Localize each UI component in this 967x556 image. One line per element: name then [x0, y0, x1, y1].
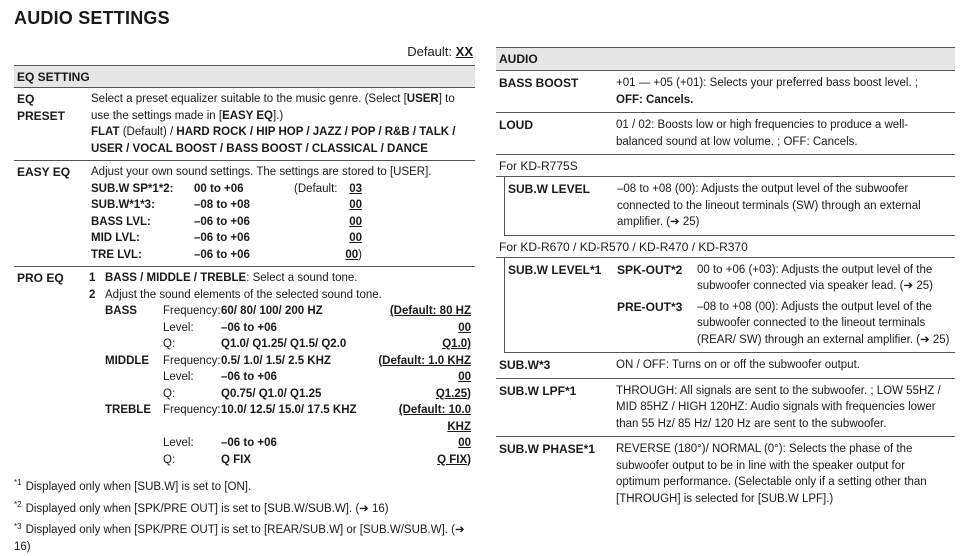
- bass-boost-text: +01 — +05 (+01): Selects your preferred bass boost level. ;: [616, 77, 919, 89]
- pro-eq-band-spacer: [105, 320, 163, 337]
- loud-label: LOUD: [499, 118, 533, 132]
- loud-text: 01 / 02: Boosts low or high frequencies to produce a well-balanced sound at low volume. ; OFF: Cancels.: [616, 119, 909, 148]
- loud-row: [496, 113, 955, 155]
- easy-eq-param-name: MID LVL:: [91, 232, 140, 244]
- subw-text: ON / OFF: Turns on or off the subwoofer output.: [616, 359, 860, 371]
- easy-eq-default-label: [294, 197, 342, 214]
- default-value: XX: [455, 44, 473, 59]
- pro-eq-grid: [105, 303, 471, 468]
- footnote-mark: *3: [14, 521, 22, 531]
- subw-lpf-text: THROUGH: All signals are sent to the subwoofer. ; LOW 55HZ / MID 85HZ / HIGH 120HZ: Audio signals with frequencies lower than 55 Hz/ 85 Hz/ 120 Hz are sent to the subwoofer.: [616, 384, 941, 430]
- easy-eq-desc: Adjust your own sound settings. The settings are stored to [USER].: [91, 166, 432, 178]
- pro-eq-param-key: Level:: [163, 371, 194, 383]
- footnote-mark: *1: [14, 478, 22, 487]
- left-table: [14, 44, 475, 471]
- easy-eq-default-value: [342, 230, 362, 247]
- easy-eq-default-value: [342, 214, 362, 231]
- easy-eq-label: EASY EQ: [17, 165, 71, 179]
- page-title: AUDIO SETTINGS: [14, 8, 170, 28]
- pro-eq-band-name: BASS: [105, 305, 137, 317]
- pro-eq-param-default: Q1.25): [435, 387, 471, 400]
- easy-eq-row: [14, 161, 475, 267]
- easy-eq-param-name: SUB.W*1*3:: [91, 199, 155, 211]
- pro-eq-row: [14, 267, 475, 471]
- spk-out-label: SPK-OUT*2: [617, 262, 683, 277]
- subw-phase-label: SUB.W PHASE*1: [499, 442, 596, 456]
- eq-preset-desc: Select a preset equalizer suitable to the music genre. (Select [USER] to use the settings made in [EASY EQ].) FLAT (Default) / HARD ROCK / HIP HOP / JAZZ / POP / R&B / TALK / USER / VOCAL BOOST / BASS BOOST / CLASSICAL / DANCE: [91, 93, 456, 155]
- pro-eq-param-key: Level:: [163, 321, 194, 334]
- easy-eq-default-close: ): [358, 248, 362, 261]
- subw-level-others-label: SUB.W LEVEL*1: [508, 262, 602, 277]
- pro-eq-band-name: TREBLE: [105, 404, 151, 416]
- subw-lpf-row: [496, 379, 955, 438]
- footnotes: [14, 474, 479, 556]
- for-r775s: For KD-R775S: [496, 155, 955, 177]
- easy-eq-default-number: 00: [345, 248, 359, 261]
- pro-eq-param-values: –06 to +06: [221, 437, 277, 449]
- pro-eq-param-key: Frequency:: [163, 404, 221, 416]
- pre-out-label: PRE-OUT*3: [617, 299, 683, 314]
- pro-eq-param-key: Q:: [163, 453, 176, 466]
- subw-label: SUB.W*3: [499, 358, 551, 372]
- footnote: [14, 496, 479, 518]
- pro-eq-param-default: Q1.0): [442, 338, 471, 350]
- easy-eq-default-number: 03: [349, 182, 362, 195]
- subw-lpf-label: SUB.W LPF*1: [499, 383, 577, 398]
- easy-eq-default-number: 00: [349, 215, 362, 228]
- easy-eq-default-label: (Default:: [294, 182, 338, 195]
- bass-boost-label: BASS BOOST: [499, 76, 579, 90]
- default-label: Default:: [407, 44, 453, 59]
- subw-level-775-row: [504, 177, 955, 236]
- subw-phase-text: REVERSE (180°)/ NORMAL (0°): Selects the phase of the subwoofer output to be in line with the speaker output for optimum performance. (Selectable only if a setting other than [THROUGH] is selected for [SUB.W LPF].): [616, 443, 927, 505]
- pro-eq-band-spacer: [105, 452, 163, 469]
- footnote-text: Displayed only when [SPK/PRE OUT] is set to [SUB.W/SUB.W]. (➔ 16): [25, 502, 389, 515]
- easy-eq-default-value: [342, 197, 362, 214]
- footnote: [14, 474, 479, 496]
- subw-row: [496, 353, 955, 379]
- easy-eq-param-range: –06 to +06: [194, 232, 250, 244]
- easy-eq-param-name: SUB.W SP*1*2:: [91, 182, 174, 195]
- easy-eq-default-value: [342, 181, 362, 198]
- subw-level-775-label: SUB.W LEVEL: [508, 182, 591, 196]
- footnote: [14, 518, 479, 556]
- pro-eq-step-2: 2 Adjust the sound elements of the selected sound tone.: [89, 288, 382, 301]
- for-other-models: For KD-R670 / KD-R570 / KD-R470 / KD-R370: [496, 236, 955, 258]
- easy-eq-param-range: –08 to +08: [194, 199, 250, 211]
- pro-eq-param-default: 00: [458, 437, 471, 449]
- eq-preset-row: [14, 88, 475, 161]
- bass-boost-row: [496, 71, 955, 113]
- eq-setting-header: EQ SETTING: [14, 66, 475, 88]
- pro-eq-param-values: 10.0/ 12.5/ 15.0/ 17.5 KHZ: [221, 404, 357, 416]
- pro-eq-param-key: Q:: [163, 387, 176, 400]
- easy-eq-param-name: TRE LVL:: [91, 248, 142, 261]
- pro-eq-param-default: 00: [458, 371, 471, 383]
- easy-eq-param-name: BASS LVL:: [91, 215, 151, 228]
- easy-eq-default-label: [294, 230, 342, 247]
- pro-eq-band-spacer: [105, 336, 163, 353]
- easy-eq-default-number: 00: [349, 232, 362, 244]
- pro-eq-param-default: Q FIX): [437, 453, 471, 466]
- footnote-text: Displayed only when [SPK/PRE OUT] is set to [REAR/SUB.W] or [SUB.W/SUB.W]. (➔ 16): [14, 524, 465, 554]
- pro-eq-param-default: (Default: 10.0 KHZ: [398, 404, 471, 433]
- right-table: [496, 47, 955, 511]
- pre-out-text: –08 to +08 (00): Adjusts the output level of the subwoofer connected to the lineout terminals (REAR/ SW) through an external amplifier. (➔ 25): [697, 300, 950, 346]
- pro-eq-param-default: 00: [458, 321, 471, 334]
- pro-eq-param-values: Q1.0/ Q1.25/ Q1.5/ Q2.0: [221, 338, 347, 350]
- footnote-text: Displayed only when [SUB.W] is set to [ON].: [25, 480, 252, 493]
- easy-eq-default-value: [342, 247, 362, 264]
- footnote-mark: *2: [14, 499, 22, 509]
- easy-eq-grid: [91, 181, 471, 264]
- eq-preset-label: EQ PRESET: [17, 92, 66, 123]
- pro-eq-step-1: 1 BASS / MIDDLE / TREBLE: Select a sound tone.: [89, 272, 358, 284]
- easy-eq-param-range: –06 to +06: [194, 215, 250, 228]
- pro-eq-param-values: Q FIX: [221, 453, 252, 466]
- subw-phase-row: [496, 437, 955, 511]
- pro-eq-param-values: –06 to +06: [221, 321, 277, 334]
- pro-eq-param-key: Frequency:: [163, 354, 221, 367]
- subw-level-775-text: –08 to +08 (00): Adjusts the output level of the subwoofer connected to the lineout terminals (SW) through an external amplifier. (➔ 25): [617, 183, 921, 228]
- pro-eq-param-default: (Default: 1.0 KHZ: [378, 354, 471, 367]
- pro-eq-band-spacer: [105, 386, 163, 403]
- easy-eq-default-label: [294, 247, 342, 264]
- pro-eq-param-key: Frequency:: [163, 305, 221, 317]
- subw-level-others-row: [504, 258, 955, 354]
- pro-eq-param-key: Level:: [163, 437, 194, 449]
- pro-eq-param-default: (Default: 80 HZ: [389, 305, 471, 317]
- audio-header: AUDIO: [496, 48, 955, 71]
- default-legend: [14, 44, 475, 66]
- pro-eq-param-values: –06 to +06: [221, 371, 277, 383]
- pro-eq-band-spacer: [105, 369, 163, 386]
- pro-eq-band-name: MIDDLE: [105, 354, 150, 367]
- pro-eq-param-key: Q:: [163, 338, 176, 350]
- pro-eq-param-values: 60/ 80/ 100/ 200 HZ: [221, 305, 323, 317]
- pro-eq-param-values: Q0.75/ Q1.0/ Q1.25: [221, 387, 322, 400]
- spk-out-text: 00 to +06 (+03): Adjusts the output level of the subwoofer connected via speaker lead. (➔ 25): [697, 263, 933, 292]
- pro-eq-label: PRO EQ: [17, 271, 64, 285]
- bass-boost-off: OFF: Cancels.: [616, 93, 694, 106]
- pro-eq-band-spacer: [105, 435, 163, 452]
- pro-eq-param-values: 0.5/ 1.0/ 1.5/ 2.5 KHZ: [221, 354, 331, 367]
- easy-eq-default-label: [294, 214, 342, 231]
- easy-eq-param-range: –06 to +06: [194, 248, 250, 261]
- easy-eq-param-range: 00 to +06: [194, 182, 244, 195]
- easy-eq-default-number: 00: [349, 199, 362, 211]
